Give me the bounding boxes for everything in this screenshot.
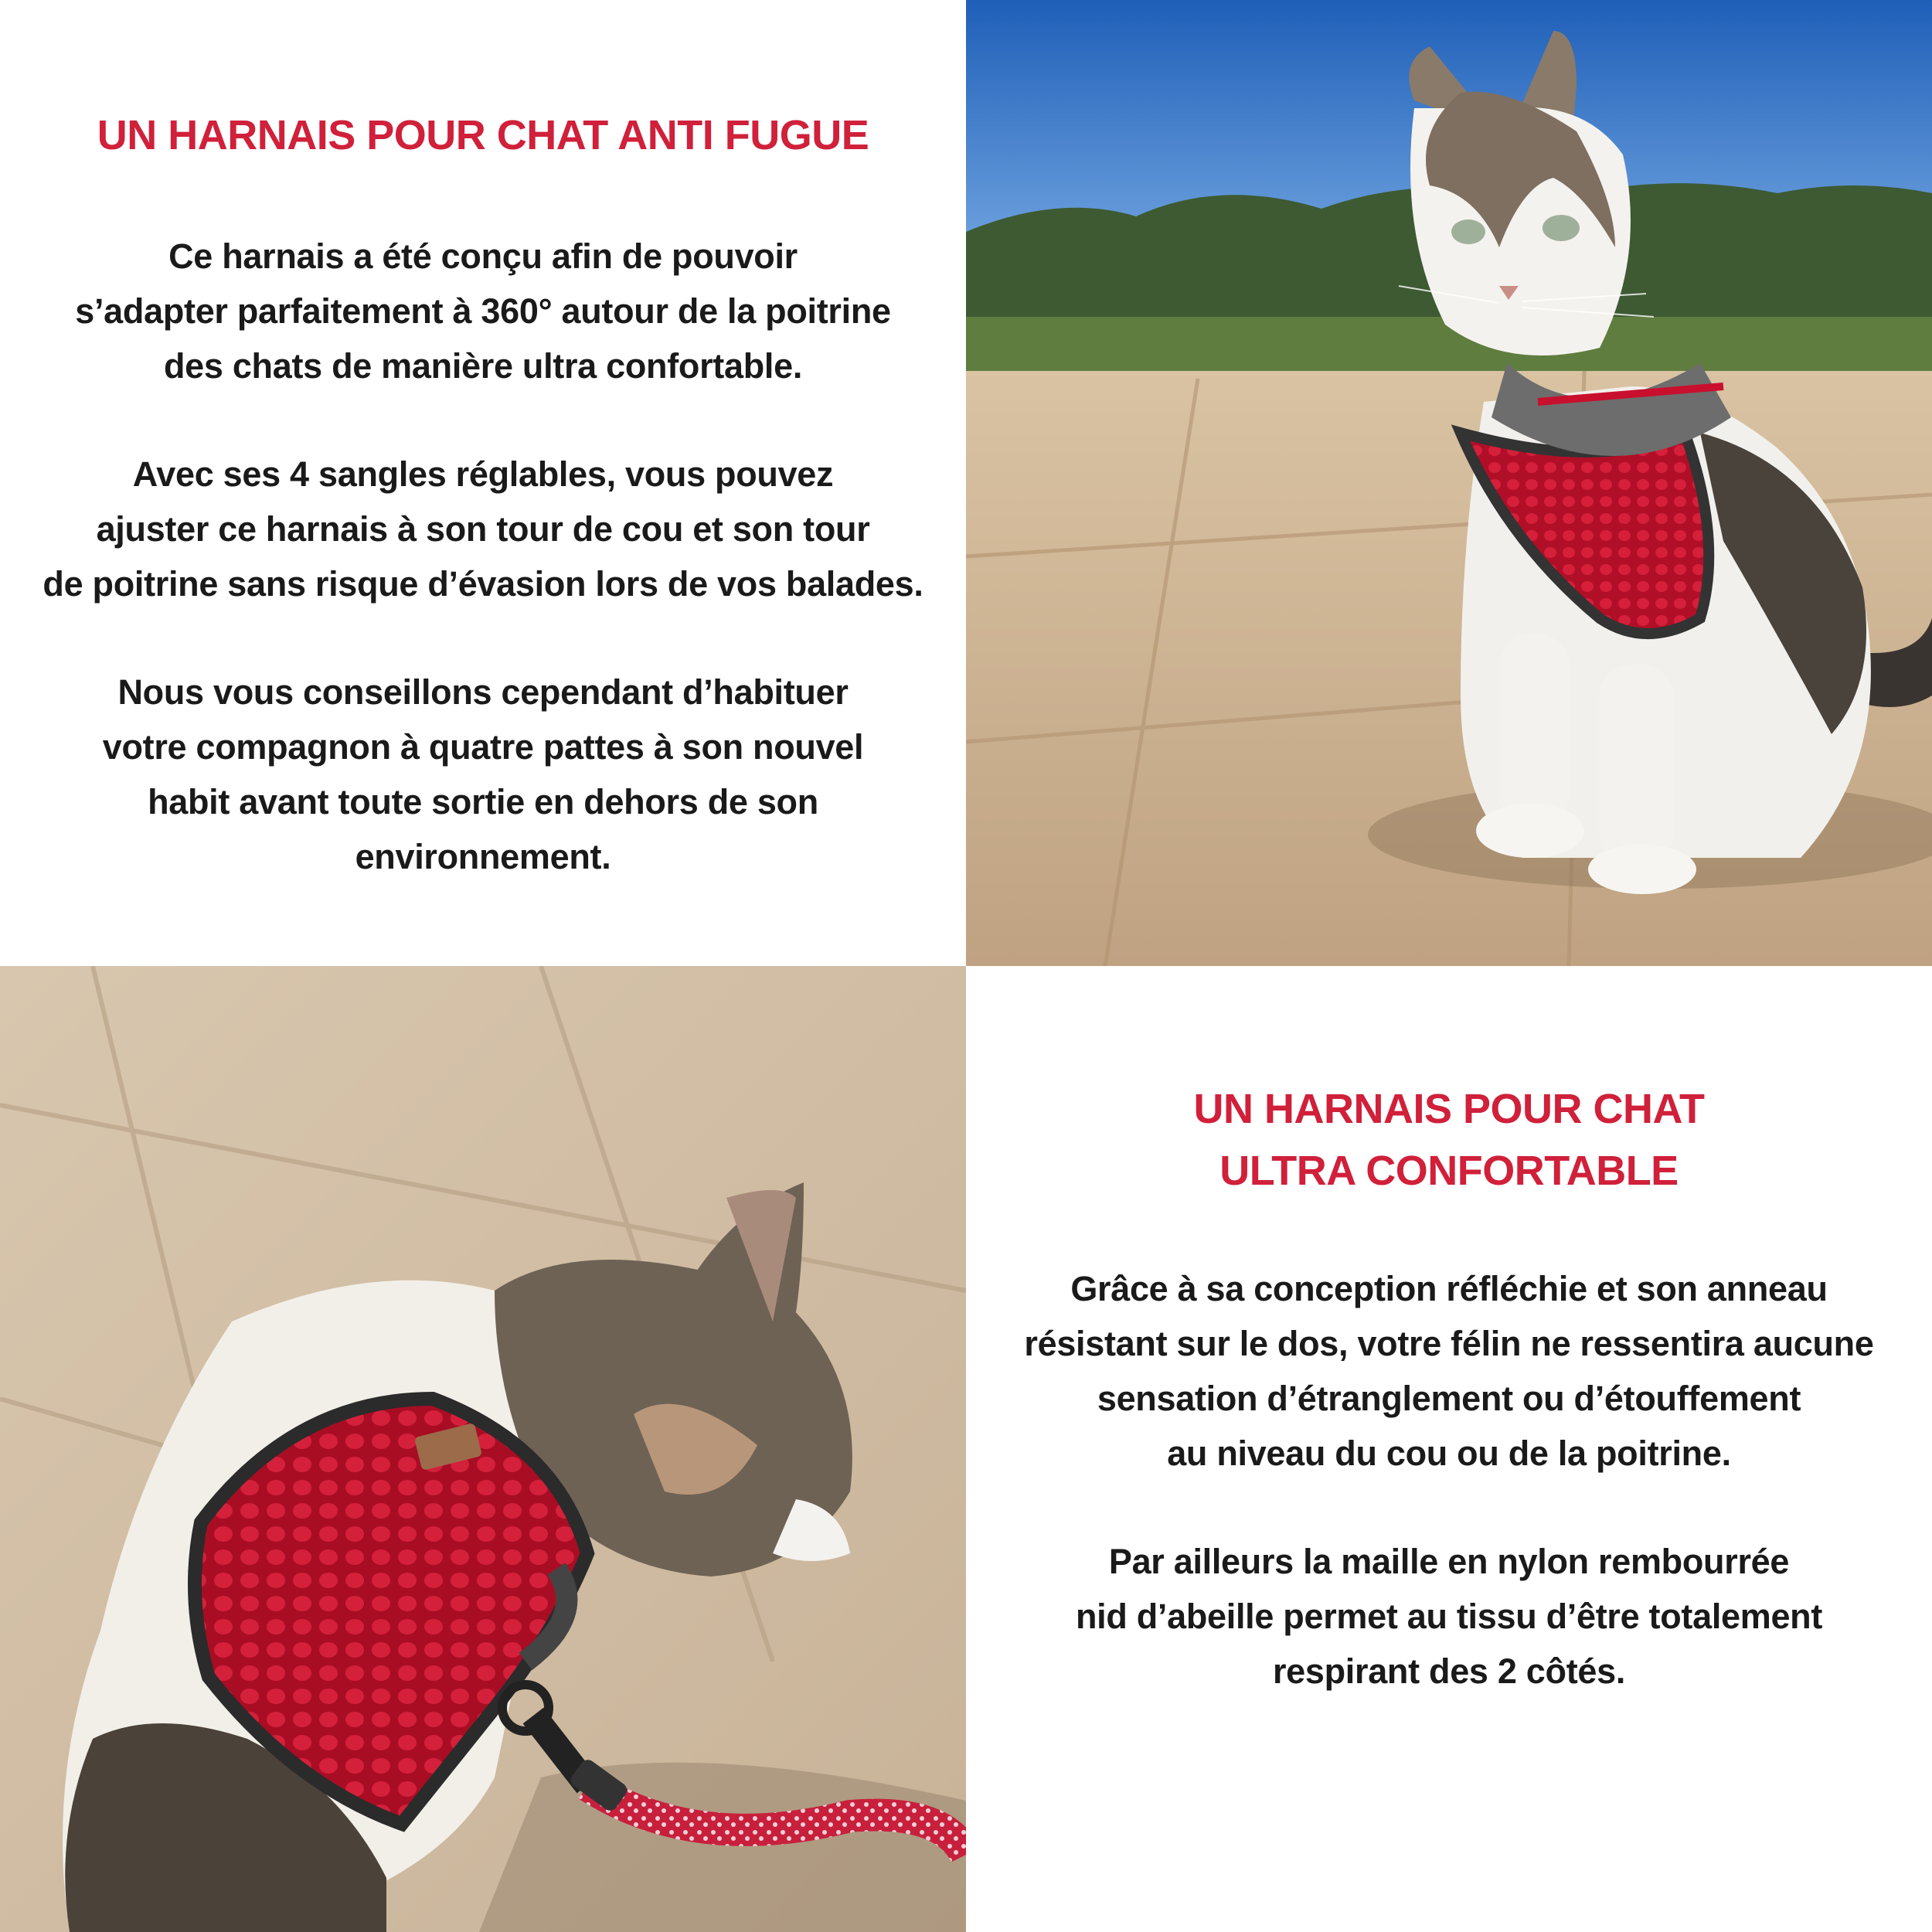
cat-harness-leash-illustration <box>0 966 966 1932</box>
heading-ultra-confortable: UN HARNAIS POUR CHAT ULTRA CONFORTABLE <box>1193 1086 1705 1194</box>
paragraph-comfort: Grâce à sa conception réfléchie et son anneau résistant sur le dos, votre félin ne ressentira aucune sensation d’étranglement ou d’étouffement au niveau du cou ou de la poitrine. <box>1024 1269 1874 1473</box>
heading-anti-fugue: UN HARNAIS POUR CHAT ANTI FUGUE <box>97 112 869 158</box>
panel-ultra-confortable <box>966 966 1932 1932</box>
paragraph-design: Ce harnais a été conçu afin de pouvoir s’adapter parfaitement à 360° autour de la poitrine des chats de manière ultra confortable. <box>75 236 891 386</box>
panel-anti-fugue <box>0 0 966 966</box>
cat-sitting-illustration <box>966 0 1932 966</box>
photo-cat-sitting <box>966 0 1932 966</box>
paragraph-advice: Nous vous conseillons cependant d’habituer votre compagnon à quatre pattes à son nouvel habit avant toute sortie en dehors de son environnement. <box>102 672 864 876</box>
paragraph-straps: Avec ses 4 sangles réglables, vous pouvez ajuster ce harnais à son tour de cou et son tour de poitrine sans risque d’évasion lors de vos balades. <box>43 454 923 604</box>
paragraph-mesh: Par ailleurs la maille en nylon rembourrée nid d’abeille permet au tissu d’être totalement respirant des 2 côtés. <box>1075 1542 1823 1691</box>
photo-cat-harness-leash <box>0 966 966 1932</box>
